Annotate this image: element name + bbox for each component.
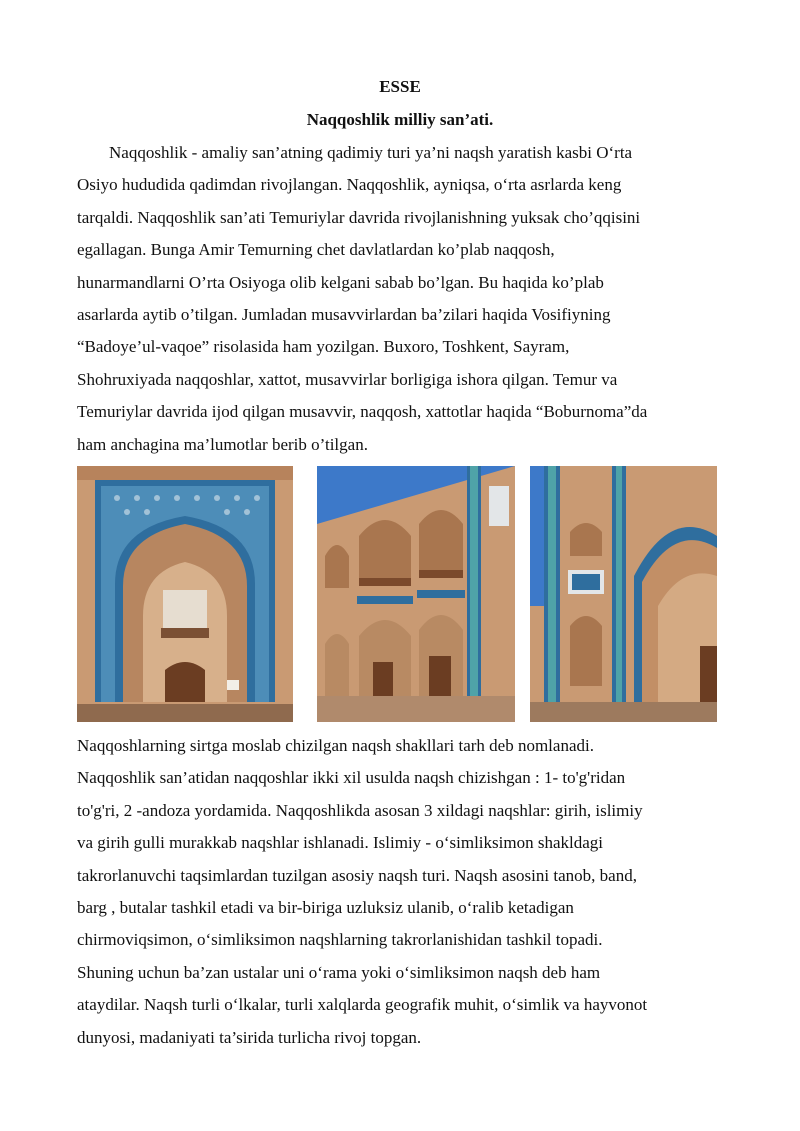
text-line: asarlarda aytib o’tilgan. Jumladan musavvirlardan ba’zilari haqida Vosifiyning: [77, 305, 611, 325]
document-label: ESSE: [379, 77, 421, 96]
text-line: ham anchagina ma’lumotlar berib o’tilgan.: [77, 434, 368, 454]
paragraph-intro: [77, 137, 727, 461]
text-line: va girih gulli murakkab naqshlar ishlanadi. Islimiy - o‘simliksimon shakldagi: [77, 833, 603, 853]
text-line: barg , butalar tashkil etadi va bir-biriga uzluksiz ulanib, o‘ralib ketadigan: [77, 898, 574, 918]
text-line: Temuriylar davrida ijod qilgan musavvir, naqqosh, xattotlar haqida “Boburnoma”da: [77, 402, 648, 422]
text-line: Shohruxiyada naqqoshlar, xattot, musavvirlar borligiga ishora qilgan. Temur va: [77, 369, 618, 389]
text-line: tarqaldi. Naqqoshlik san’ati Temuriylar davrida rivojlanishning yuksak cho’qqisini: [77, 207, 641, 227]
text-line: chirmoviqsimon, o‘simliksimon naqshlarning takrorlanishidan tashkil topadi.: [77, 930, 603, 950]
document-title: Naqqoshlik milliy san’ati.: [306, 110, 494, 129]
text-line: ataydilar. Naqsh turli o‘lkalar, turli xalqlarda geografik muhit, o‘simlik va hayvonot: [77, 995, 648, 1015]
text-line: Naqqoshlarning sirtga moslab chizilgan naqsh shakllari tarh deb nomlanadi.: [77, 736, 594, 755]
text-line: hunarmandlarni O’rta Osiyoga olib kelgani sabab bo’lgan. Bu haqida ko’plab: [77, 272, 604, 292]
text-line: Naqqoshlik san’atidan naqqoshlar ikki xil usulda naqsh chizishgan : 1- to'g'ridan: [77, 768, 626, 788]
text-line: to'g'ri, 2 -andoza yordamida. Naqqoshlikda asosan 3 xildagi naqshlar: girih, islimiy: [77, 800, 643, 820]
text-line: takrorlanuvchi taqsimlardan tuzilgan asosiy naqsh turi. Naqsh asosini tanob, band,: [77, 865, 637, 885]
text-line: “Badoye’ul-vaqoe” risolasida ham yozilgan. Buxoro, Toshkent, Sayram,: [77, 337, 570, 357]
text-line: dunyosi, madaniyati ta’sirida turlicha rivoj topgan.: [77, 1027, 422, 1047]
photo-tiled-corner: [530, 466, 717, 722]
photo-arcade-facade: [317, 466, 515, 722]
text-line: Naqqoshlik - amaliy san’atning qadimiy turi ya’ni naqsh yaratish kasbi O‘rta: [109, 143, 633, 162]
paragraph-naqsh-types: [77, 730, 727, 1054]
text-line: egallagan. Bunga Amir Temurning chet davlatlardan ko’plab naqqosh,: [77, 240, 555, 260]
text-line: Osiyo hududida qadimdan rivojlangan. Naqqoshlik, ayniqsa, o‘rta asrlarda keng: [77, 175, 622, 195]
text-line: Shuning uchun ba’zan ustalar uni o‘rama yoki o‘simliksimon naqsh deb ham: [77, 962, 601, 982]
photo-madrasa-portal: [77, 466, 293, 722]
